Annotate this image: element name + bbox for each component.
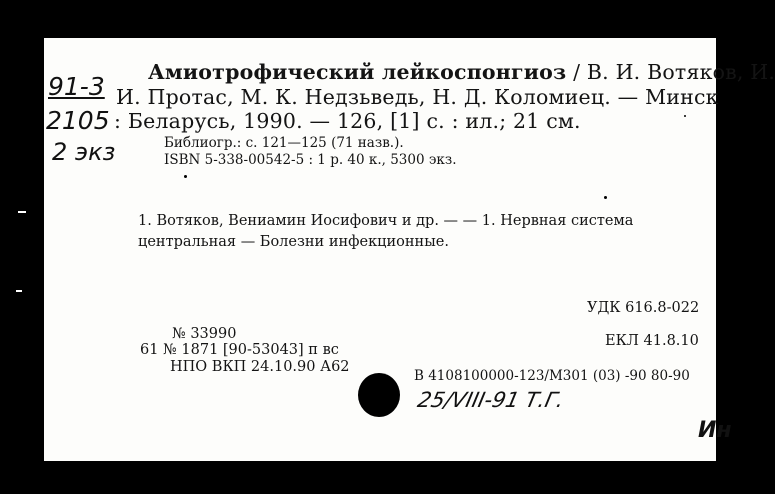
index-code: В 4108100000-123/М301 (03) -90 80-90 (414, 368, 690, 384)
record-line2: И. Протас, М. К. Недзьведь, Н. Д. Коломиец. — Минск (116, 85, 719, 109)
handwritten-corner-mark: Ин (698, 418, 732, 443)
ink-speck (604, 196, 607, 199)
record-title: Амиотрофический лейкоспонгиоз (148, 60, 567, 84)
record-isbn: ISBN 5-338-00542-5 : 1 р. 40 к., 5300 экз. (164, 152, 457, 168)
catalog-card (44, 38, 775, 461)
record-subject-line2: центральная — Болезни инфекционные. (138, 234, 449, 250)
registry-line3: НПО ВКП 24.10.90 А62 (170, 359, 350, 375)
handwritten-shelf-code-bottom: 2105 (46, 106, 110, 135)
record-line3: : Беларусь, 1990. — 126, [1] с. : ил.; 21 см. (114, 109, 581, 133)
handwritten-copies-count: 2 экз (52, 138, 116, 166)
record-bibliography: Библиогр.: с. 121—125 (71 назв.). (164, 135, 404, 151)
handwritten-date-note: 25/VIII-91 Т.Г. (415, 388, 567, 412)
ink-speck (684, 115, 686, 117)
udk-code: УДК 616.8-022 (587, 300, 700, 316)
record-title-line (148, 60, 775, 84)
ekl-code: ЕКЛ 41.8.10 (605, 333, 699, 349)
ink-speck (184, 175, 187, 178)
punch-hole (358, 373, 400, 417)
record-subject-line1: 1. Вотяков, Вениамин Иосифович и др. — — 1. Нервная система (138, 213, 634, 229)
registry-number: № 33990 (172, 326, 237, 342)
scan-tick-mark (16, 290, 22, 292)
registry-line2: 61 № 1871 [90-53043] п вс (140, 342, 339, 358)
record-authors-line1: / В. И. Вотяков, И. (573, 60, 775, 84)
scan-tick-mark (18, 211, 26, 213)
handwritten-shelf-code-top: 91-3 (48, 72, 105, 101)
